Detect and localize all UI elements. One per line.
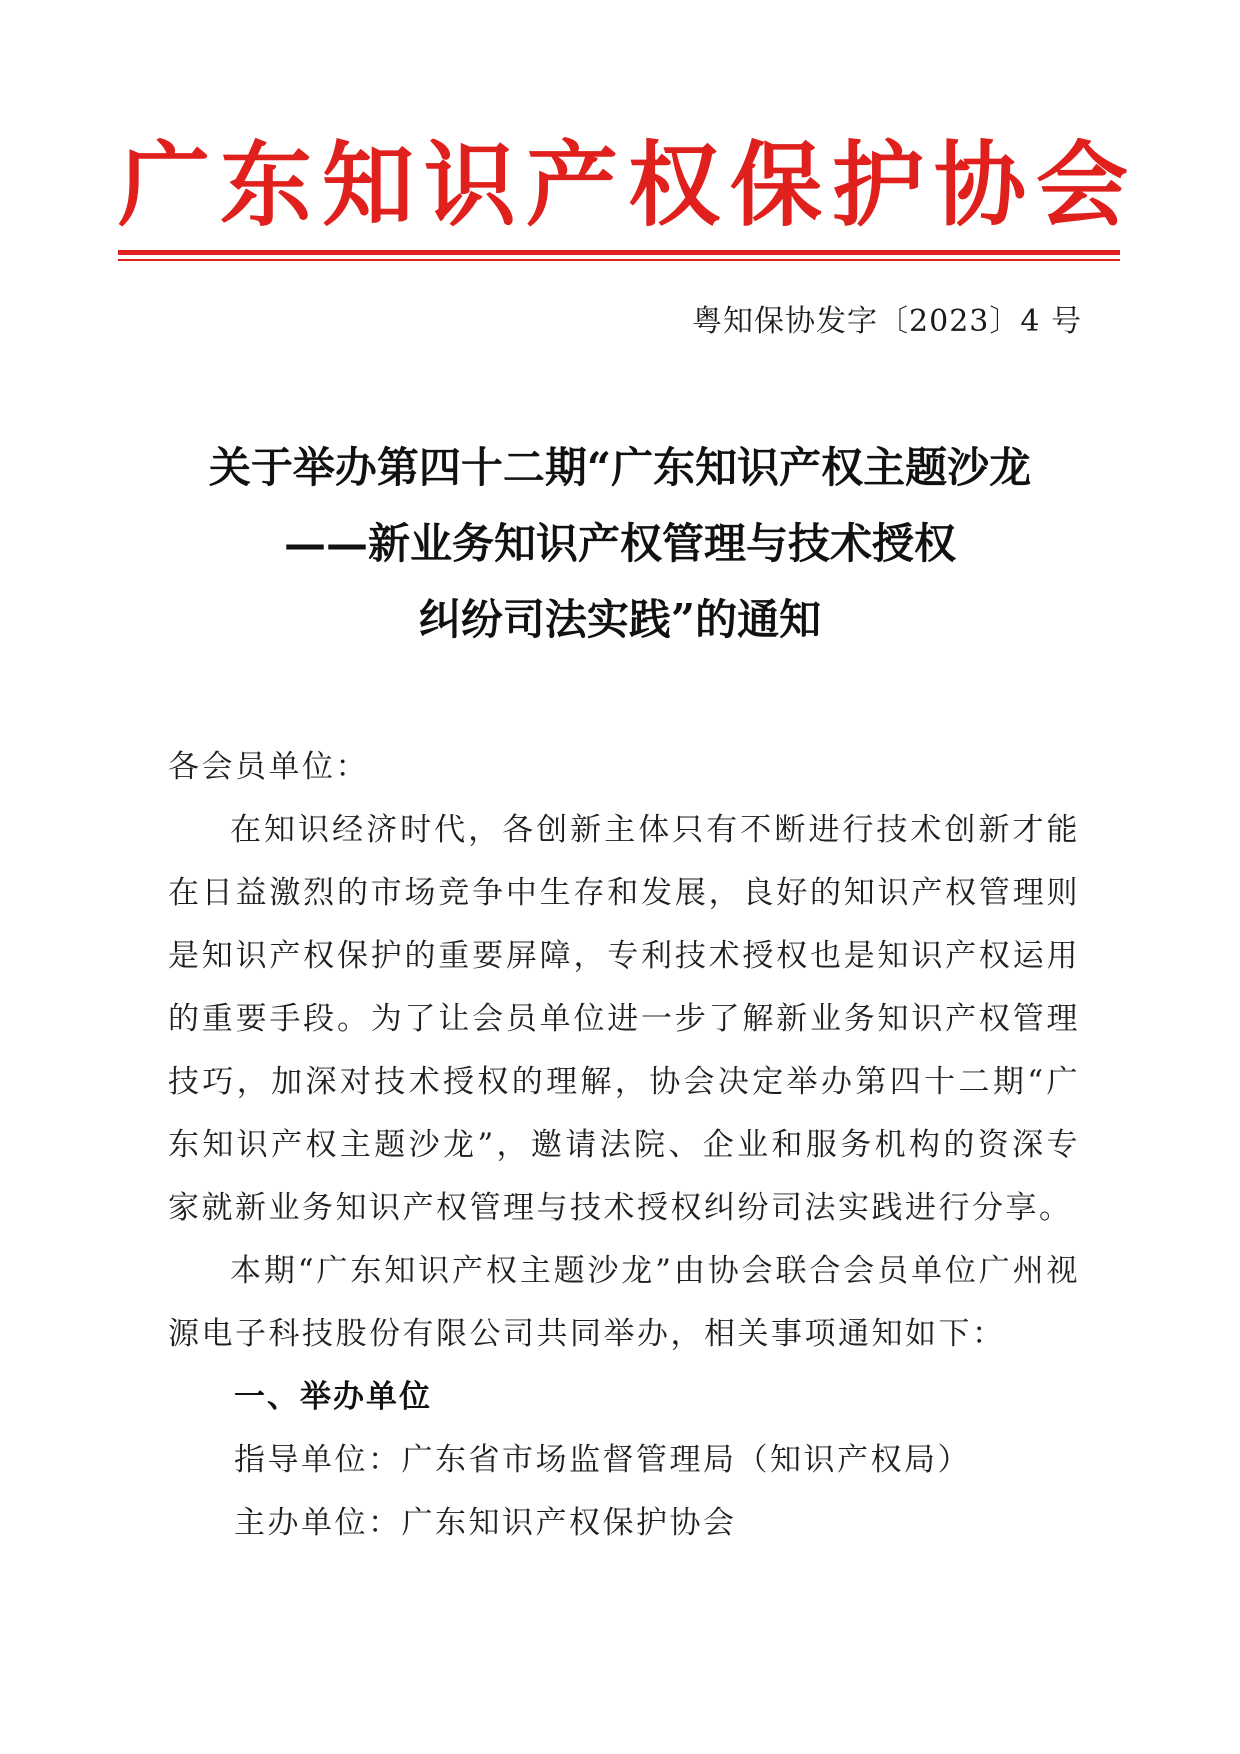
- title-line-3: 纠纷司法实践”的通知: [418, 595, 822, 644]
- document-title: [120, 430, 1120, 658]
- title-line-1: 关于举办第四十二期“广东知识产权主题沙龙: [208, 443, 1032, 492]
- host-unit-line: 主办单位：广东知识产权保护协会: [234, 1505, 737, 1541]
- salutation: 各会员单位：: [168, 749, 369, 785]
- document-body: [168, 736, 1080, 1555]
- title-line-2: ——新业务知识产权管理与技术授权: [283, 519, 956, 568]
- paragraph-organizer: 本期“广东知识产权主题沙龙”由协会联合会员单位广州视源电子科技股份有限公司共同举办，相关事项通知如下：: [168, 1253, 1080, 1352]
- letterhead-org-name: 广东知识产权保护协会: [118, 131, 1139, 239]
- guiding-unit-line: 指导单位：广东省市场监督管理局（知识产权局）: [234, 1442, 971, 1478]
- letterhead-red-rule-thin: [118, 259, 1120, 261]
- paragraph-intro: 在知识经济时代，各创新主体只有不断进行技术创新才能在日益激烈的市场竞争中生存和发展，良好的知识产权管理则是知识产权保护的重要屏障，专利技术授权也是知识产权运用的重要手段。为了让会员单位进一步了解新业务知识产权管理技巧，加深对技术授权的理解，协会决定举办第四十二期“广东知识产权主题沙龙”，邀请法院、企业和服务机构的资深专家就新业务知识产权管理与技术授权纠纷司法实践进行分享。: [168, 812, 1080, 1226]
- document-number: 粤知保协发字〔2023〕4 号: [692, 304, 1082, 339]
- section-heading-organizers: 一、举办单位: [234, 1379, 432, 1415]
- letterhead-red-rule: [118, 250, 1120, 255]
